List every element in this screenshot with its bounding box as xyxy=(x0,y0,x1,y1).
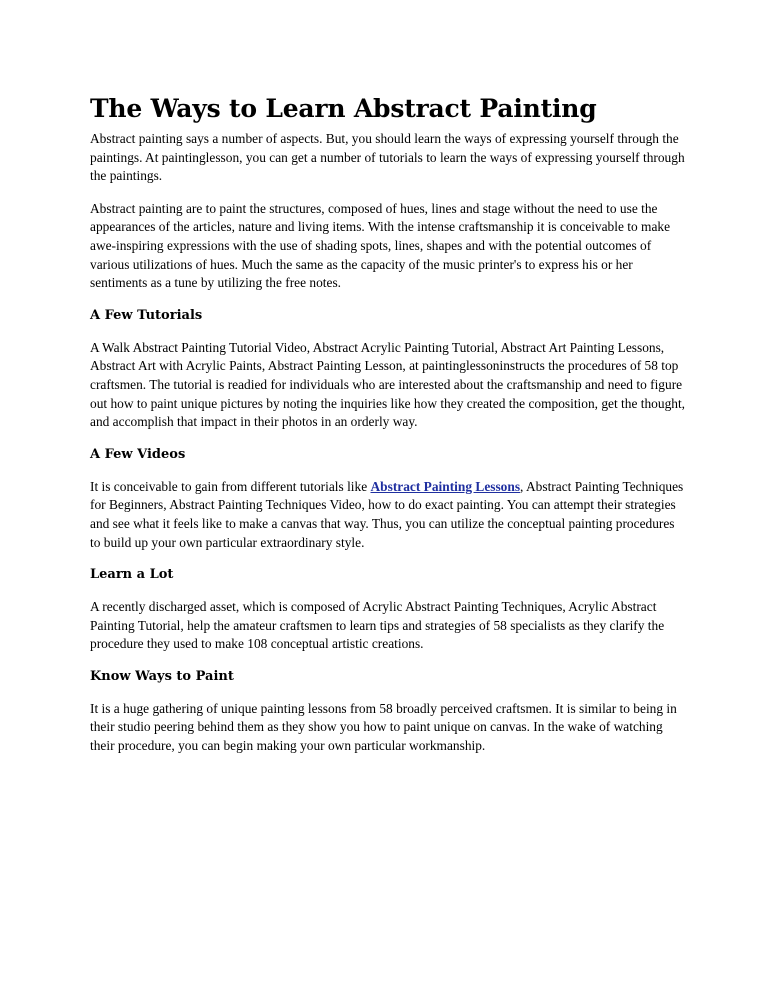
videos-text-before-link: It is conceivable to gain from different tutorials like xyxy=(90,478,371,494)
page-title: The Ways to Learn Abstract Painting xyxy=(90,94,597,123)
intro-paragraph-2: Abstract painting are to paint the structures, composed of hues, lines and stage without the need to use the appearances of the articles, nature and living items. With the intense craftsmanship it is conceivable to make awe-inspiring expressions with the use of shading spots, lines, shapes and with the potential outcomes of various utilizations of hues. Much the same as the capacity of the music printer's to express his or her sentiments as a tune by utilizing the free notes. xyxy=(90,200,671,291)
section-heading-videos: A Few Videos xyxy=(90,446,186,462)
section-text-tutorials: A Walk Abstract Painting Tutorial Video, Abstract Acrylic Painting Tutorial, Abstract Art Painting Lessons, Abstract Art with Acrylic Paints, Abstract Painting Lesson, at paintinglessoninstructs the procedures of 58 top craftsmen. The tutorial is readied for individuals who are interested about the craftsmanship and need to figure out how to paint unique pictures by noting the inquiries like how they created the composition, get the thought, and accomplish that impact in their photos in an orderly way. xyxy=(90,339,686,430)
document-page xyxy=(90,92,686,770)
section-heading-tutorials: A Few Tutorials xyxy=(90,307,203,323)
section-text-videos xyxy=(90,478,686,552)
intro-paragraph-1: Abstract painting says a number of aspects. But, you should learn the ways of expressing yourself through the paintings. At paintinglesson, you can get a number of tutorials to learn the ways of expressing yourself through the paintings. xyxy=(90,131,685,184)
section-text-learn-a-lot: A recently discharged asset, which is composed of Acrylic Abstract Painting Techniques, Acrylic Abstract Painting Tutorial, help the amateur craftsmen to learn tips and strategies of 58 specialists as they clarify the procedure they used to make 108 conceptual artistic creations. xyxy=(90,599,665,652)
section-text-know-ways: It is a huge gathering of unique painting lessons from 58 broadly perceived craftsmen. It is similar to being in their studio peering behind them as they show you how to paint unique on canvas. In the wake of watching their procedure, you can begin making your own particular workmanship. xyxy=(90,700,677,754)
abstract-painting-lessons-link[interactable]: Abstract Painting Lessons xyxy=(370,478,521,494)
section-heading-learn-a-lot: Learn a Lot xyxy=(90,567,174,583)
videos-text-after-link: , Abstract Painting Techniques for Beginners, Abstract Painting Techniques Video, how to do exact painting. You can attempt their strategies and see what it feels like to make a canvas that way. Thus, you can utilize the conceptual painting procedures to build up your own particular extraordinary style. xyxy=(90,478,684,550)
section-heading-know-ways: Know Ways to Paint xyxy=(90,668,234,684)
